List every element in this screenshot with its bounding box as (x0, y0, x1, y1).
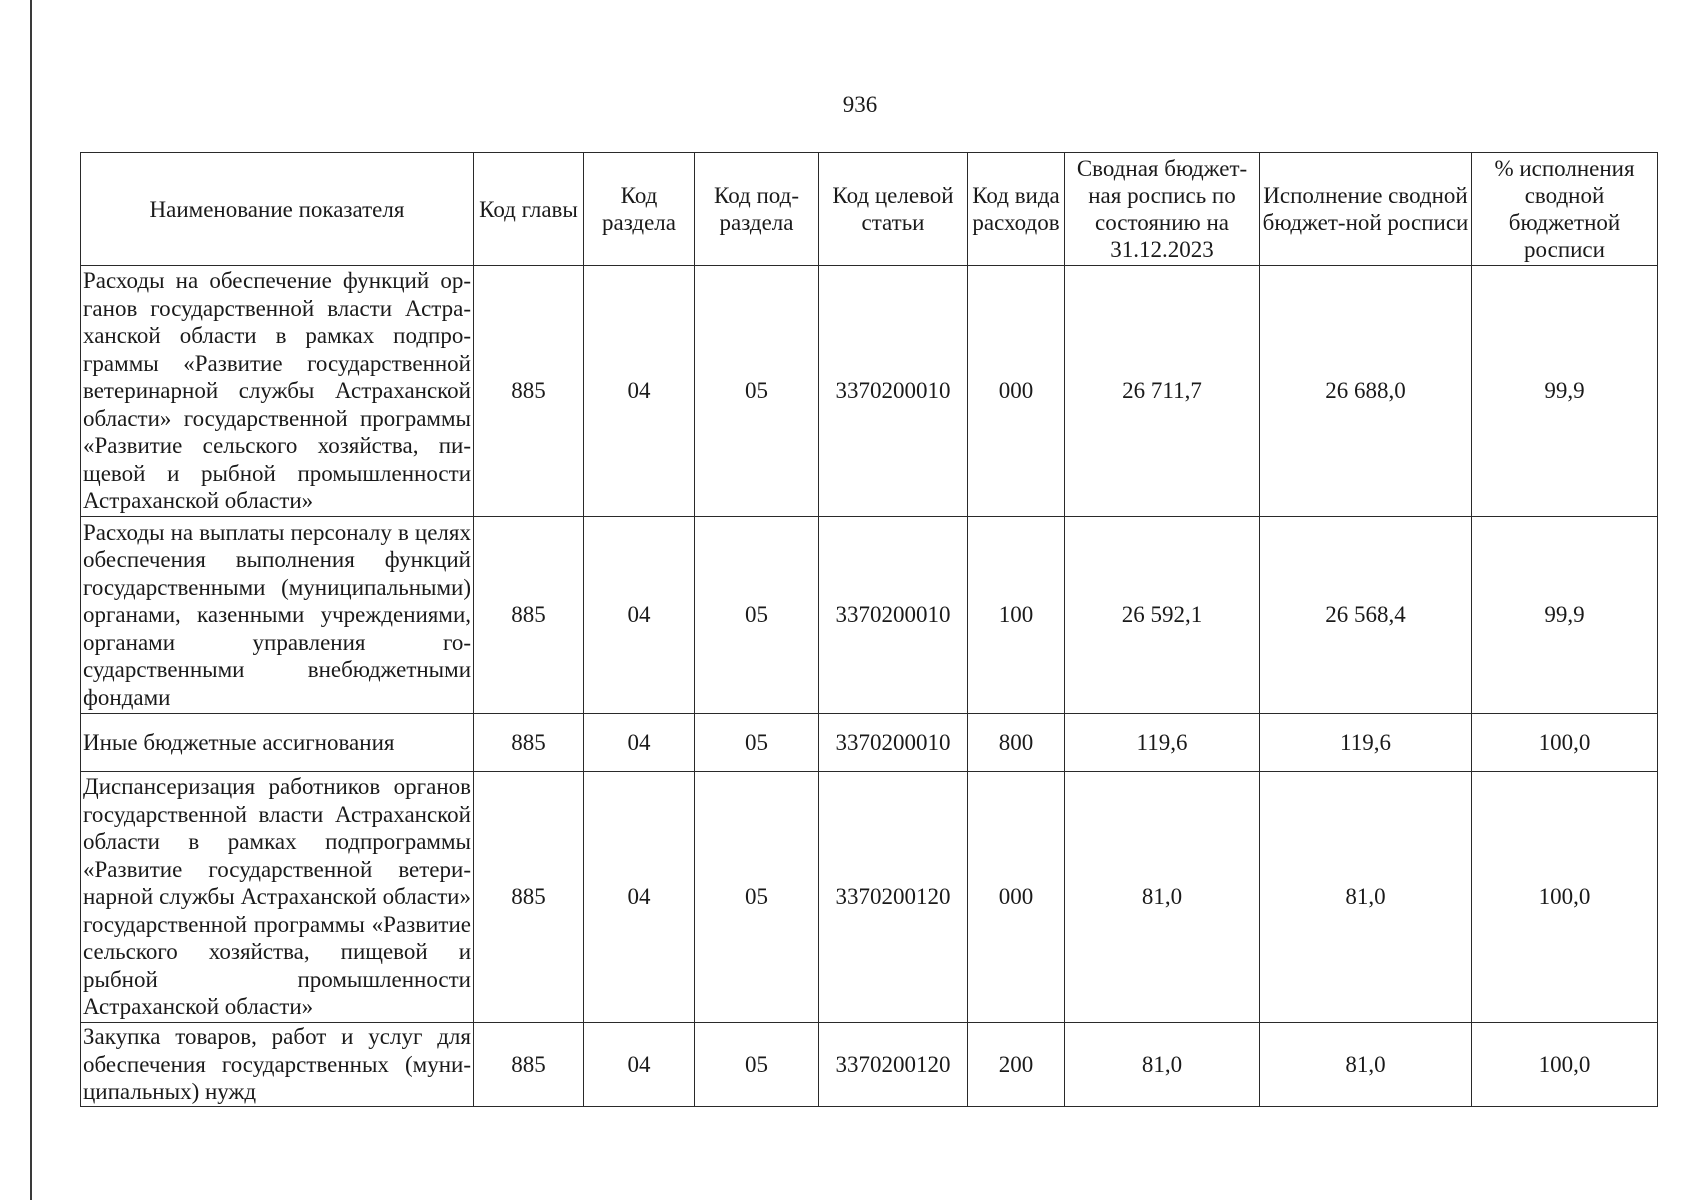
row-execution: 26 568,4 (1260, 517, 1472, 714)
row-execution: 119,6 (1260, 714, 1472, 772)
header-subsection-code: Код под-раздела (695, 153, 819, 266)
row-expense-type-code: 100 (968, 517, 1065, 714)
header-chapter-code: Код главы (474, 153, 584, 266)
row-expense-type-code: 800 (968, 714, 1065, 772)
row-name: Расходы на обеспечение функций органов государственной власти Астраханской области в рамках подпрограммы «Развитие государственной ветеринарной службы Астраханской области» государственной программы «Развитие сельского хозяйства, пищевой и рыбной промышленности Астраханской области» (81, 266, 474, 517)
header-execution-pct: % исполнения сводной бюджетной росписи (1472, 153, 1658, 266)
row-subsection-code: 05 (695, 714, 819, 772)
row-execution-pct: 99,9 (1472, 266, 1658, 517)
row-chapter-code: 885 (474, 266, 584, 517)
row-subsection-code: 05 (695, 266, 819, 517)
row-chapter-code: 885 (474, 772, 584, 1023)
row-name: Диспансеризация работников органов государственной власти Астраханской области в рамках подпрограммы «Развитие государственной ветеринарной службы Астраханской области» государственной программы «Развитие сельского хозяйства, пищевой и рыбной промышленности Астраханской области» (81, 772, 474, 1023)
header-name: Наименование показателя (81, 153, 474, 266)
table-row (81, 714, 1658, 772)
row-execution: 26 688,0 (1260, 266, 1472, 517)
row-chapter-code: 885 (474, 1023, 584, 1107)
binding-margin-line (30, 0, 32, 1200)
table-body (81, 266, 1658, 1107)
row-execution-pct: 100,0 (1472, 714, 1658, 772)
header-target-code: Код целевой статьи (819, 153, 968, 266)
row-target-code: 3370200120 (819, 1023, 968, 1107)
row-budget-plan: 119,6 (1065, 714, 1260, 772)
row-subsection-code: 05 (695, 772, 819, 1023)
row-budget-plan: 26 711,7 (1065, 266, 1260, 517)
table-row (81, 266, 1658, 517)
row-execution-pct: 100,0 (1472, 772, 1658, 1023)
table-row (81, 1023, 1658, 1107)
page-number: 936 (842, 92, 878, 117)
row-name: Иные бюджетные ассигнования (81, 714, 474, 772)
row-name: Расходы на выплаты персоналу в целях обеспечения выполнения функций государственными (муниципальными) органами, казенными учреждениями, органами управления государственными внебюджетными фондами (81, 517, 474, 714)
row-subsection-code: 05 (695, 517, 819, 714)
row-target-code: 3370200120 (819, 772, 968, 1023)
header-expense-type-code: Код вида расходов (968, 153, 1065, 266)
row-execution: 81,0 (1260, 772, 1472, 1023)
row-chapter-code: 885 (474, 517, 584, 714)
row-target-code: 3370200010 (819, 714, 968, 772)
row-target-code: 3370200010 (819, 266, 968, 517)
row-expense-type-code: 000 (968, 266, 1065, 517)
row-section-code: 04 (584, 714, 695, 772)
header-budget-plan: Сводная бюджет-ная роспись по состоянию на 31.12.2023 (1065, 153, 1260, 266)
header-execution: Исполнение сводной бюджет-ной росписи (1260, 153, 1472, 266)
table-row (81, 517, 1658, 714)
row-section-code: 04 (584, 1023, 695, 1107)
row-target-code: 3370200010 (819, 517, 968, 714)
row-name: Закупка товаров, работ и услуг для обеспечения государственных (муниципальных) нужд (81, 1023, 474, 1107)
row-expense-type-code: 200 (968, 1023, 1065, 1107)
row-budget-plan: 26 592,1 (1065, 517, 1260, 714)
header-row (81, 153, 1658, 266)
table-header (81, 153, 1658, 266)
row-expense-type-code: 000 (968, 772, 1065, 1023)
row-subsection-code: 05 (695, 1023, 819, 1107)
budget-execution-table (80, 152, 1658, 1107)
table-row (81, 772, 1658, 1023)
row-section-code: 04 (584, 772, 695, 1023)
header-section-code: Код раздела (584, 153, 695, 266)
row-budget-plan: 81,0 (1065, 1023, 1260, 1107)
row-budget-plan: 81,0 (1065, 772, 1260, 1023)
row-section-code: 04 (584, 266, 695, 517)
row-execution: 81,0 (1260, 1023, 1472, 1107)
row-section-code: 04 (584, 517, 695, 714)
row-execution-pct: 100,0 (1472, 1023, 1658, 1107)
row-execution-pct: 99,9 (1472, 517, 1658, 714)
row-chapter-code: 885 (474, 714, 584, 772)
